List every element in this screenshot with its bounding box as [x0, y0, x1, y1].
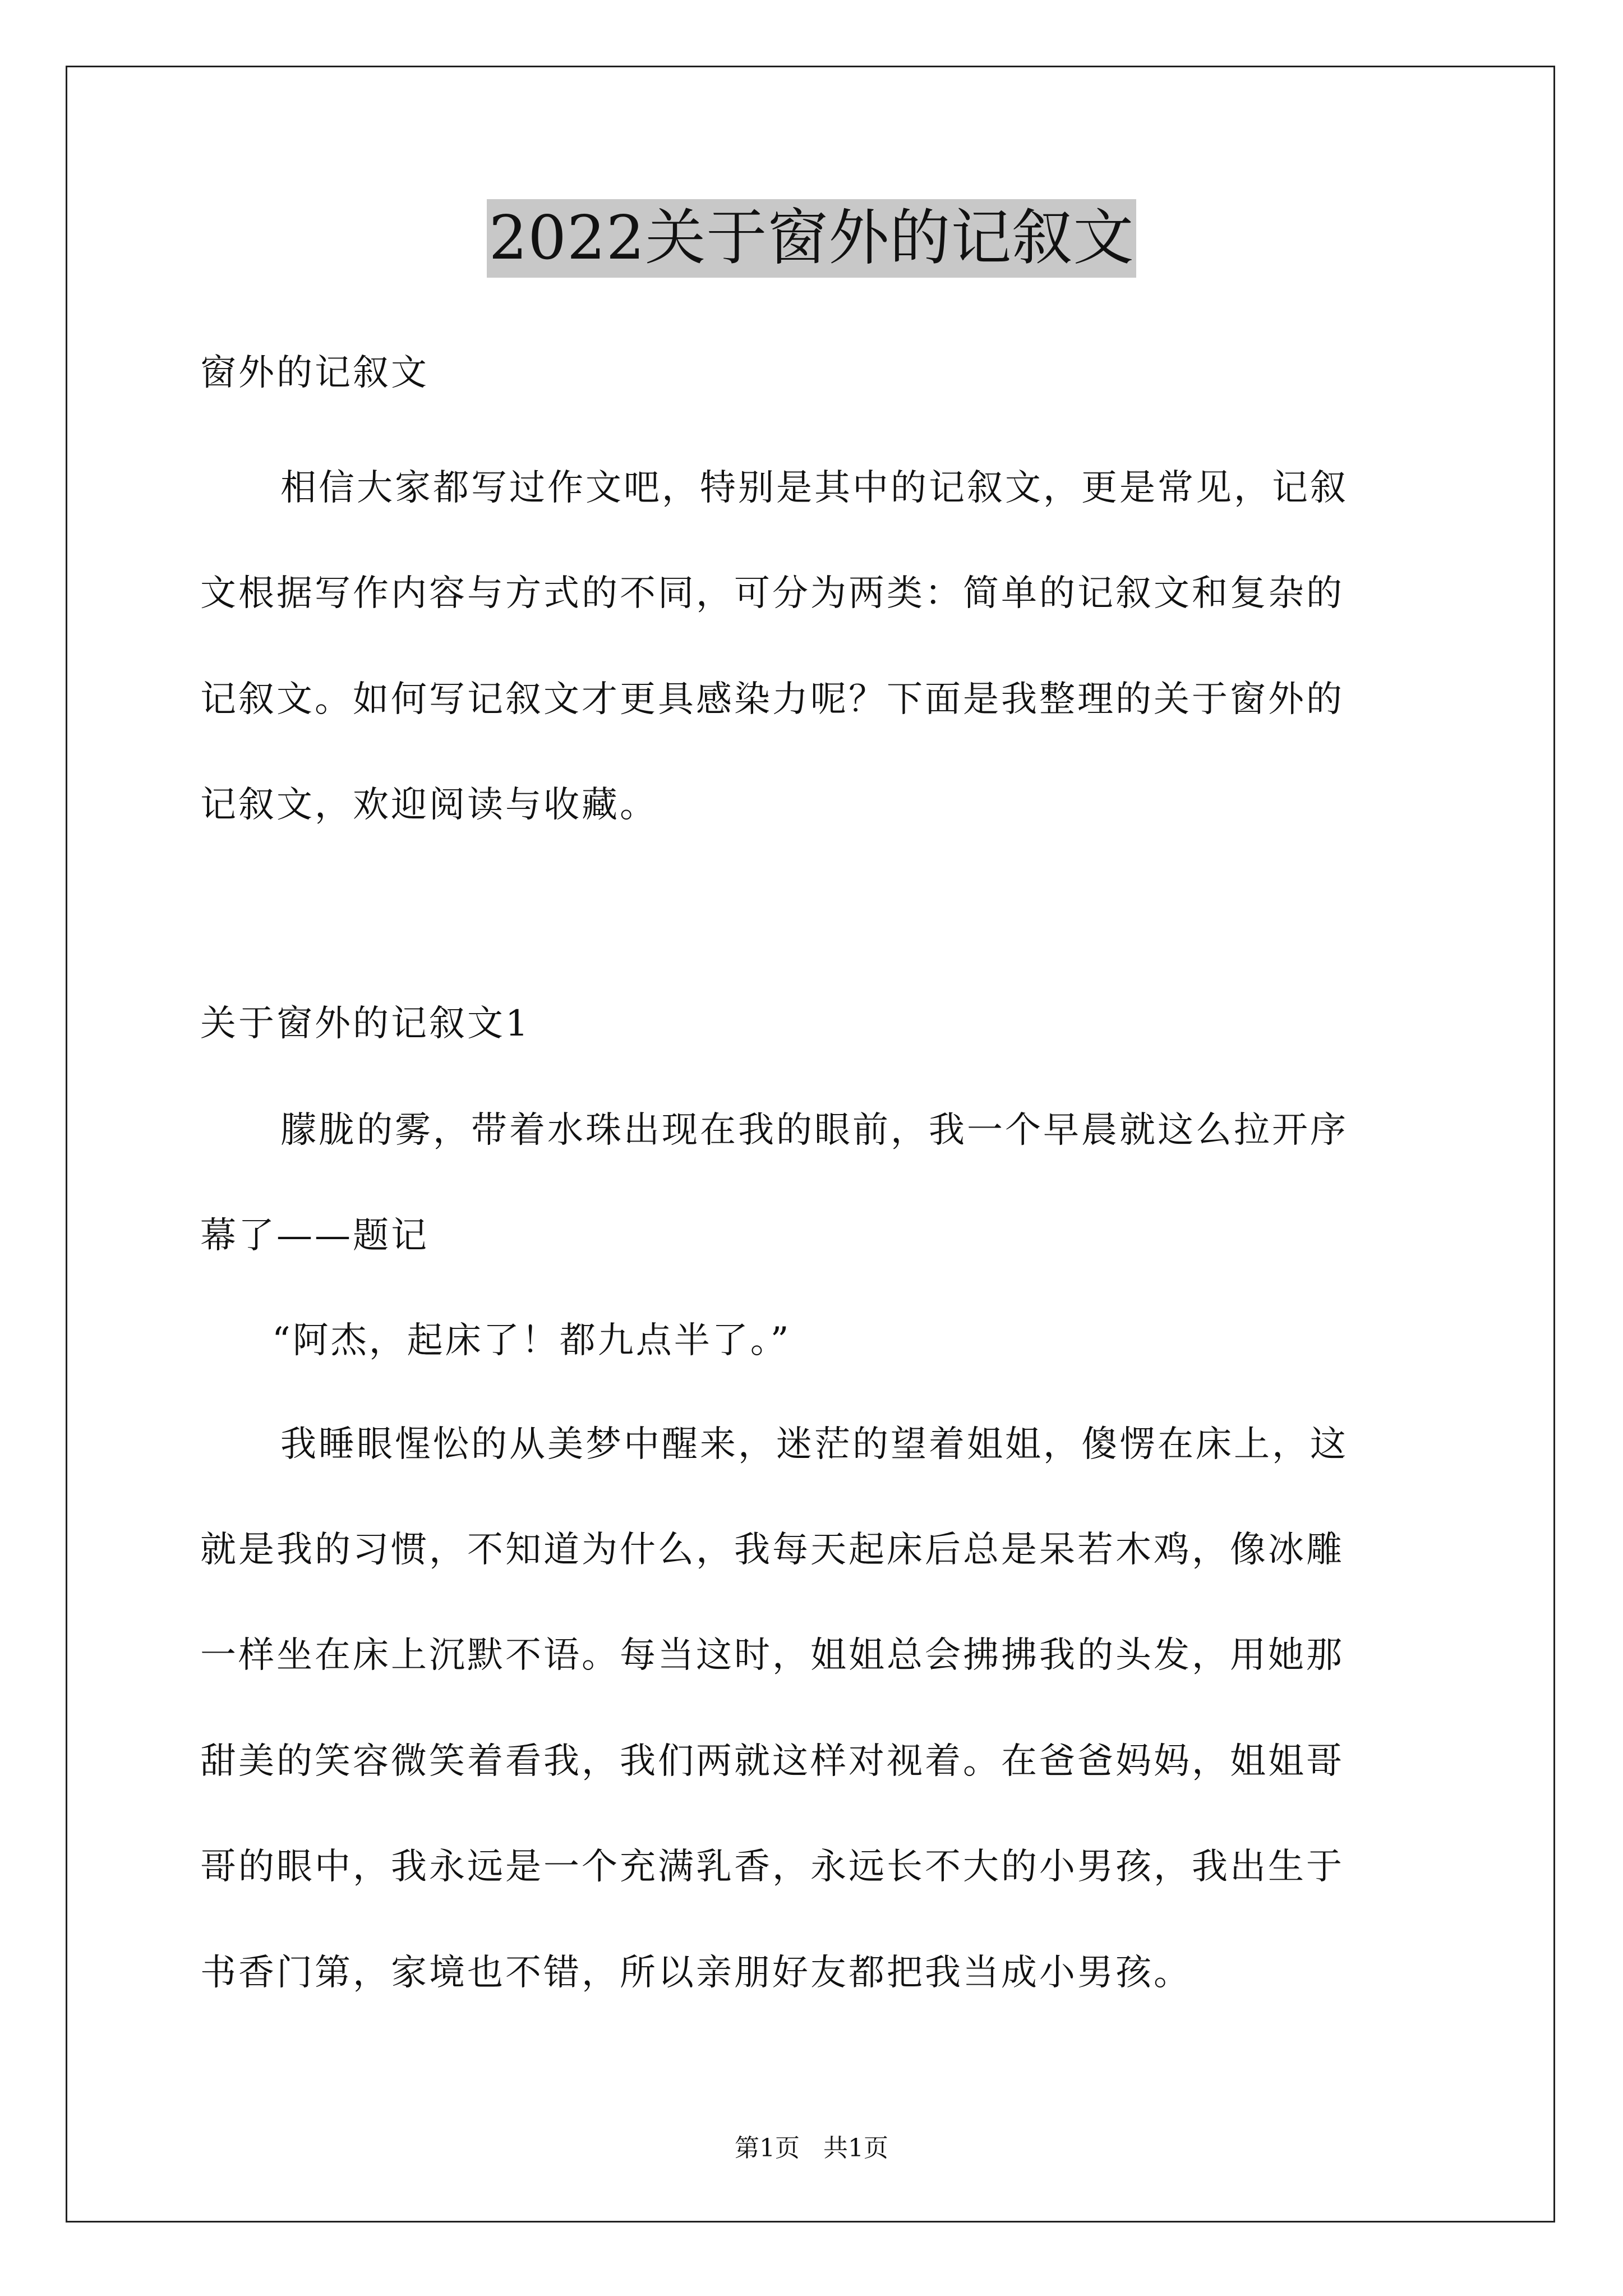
section-line-8: 哥的眼中，我永远是一个充满乳香，永远长不大的小男孩，我出生于 [200, 1846, 1344, 1888]
title-container [0, 199, 1623, 278]
intro-line-3: 记叙文。如何写记叙文才更具感染力呢？下面是我整理的关于窗外的 [200, 679, 1344, 720]
section-line-4: 我睡眼惺忪的从美梦中醒来，迷茫的望着姐姐，傻愣在床上，这 [280, 1424, 1348, 1465]
page-number: 第1页 [735, 2134, 800, 2162]
page-total: 共1页 [823, 2134, 888, 2162]
document-title: 2022关于窗外的记叙文 [487, 199, 1137, 278]
section-line-9: 书香门第，家境也不错，所以亲朋好友都把我当成小男孩。 [200, 1952, 1192, 1994]
page-footer [0, 2132, 1623, 2165]
intro-heading: 窗外的记叙文 [200, 352, 429, 394]
section-line-3: “阿杰，起床了！都九点半了。” [272, 1320, 791, 1361]
intro-line-4: 记叙文，欢迎阅读与收藏。 [200, 784, 658, 826]
section-line-2: 幕了——题记 [200, 1215, 429, 1257]
intro-line-2: 文根据写作内容与方式的不同，可分为两类：简单的记叙文和复杂的 [200, 573, 1344, 614]
section-line-5: 就是我的习惯，不知道为什么，我每天起床后总是呆若木鸡，像冰雕 [200, 1529, 1344, 1571]
section-line-1: 朦胧的雾，带着水珠出现在我的眼前，我一个早晨就这么拉开序 [280, 1110, 1348, 1151]
section-heading: 关于窗外的记叙文1 [200, 1003, 531, 1045]
section-line-6: 一样坐在床上沉默不语。每当这时，姐姐总会拂拂我的头发，用她那 [200, 1635, 1344, 1676]
section-line-7: 甜美的笑容微笑着看我，我们两就这样对视着。在爸爸妈妈，姐姐哥 [200, 1741, 1344, 1782]
intro-line-1: 相信大家都写过作文吧，特别是其中的记叙文，更是常见，记叙 [280, 467, 1348, 509]
